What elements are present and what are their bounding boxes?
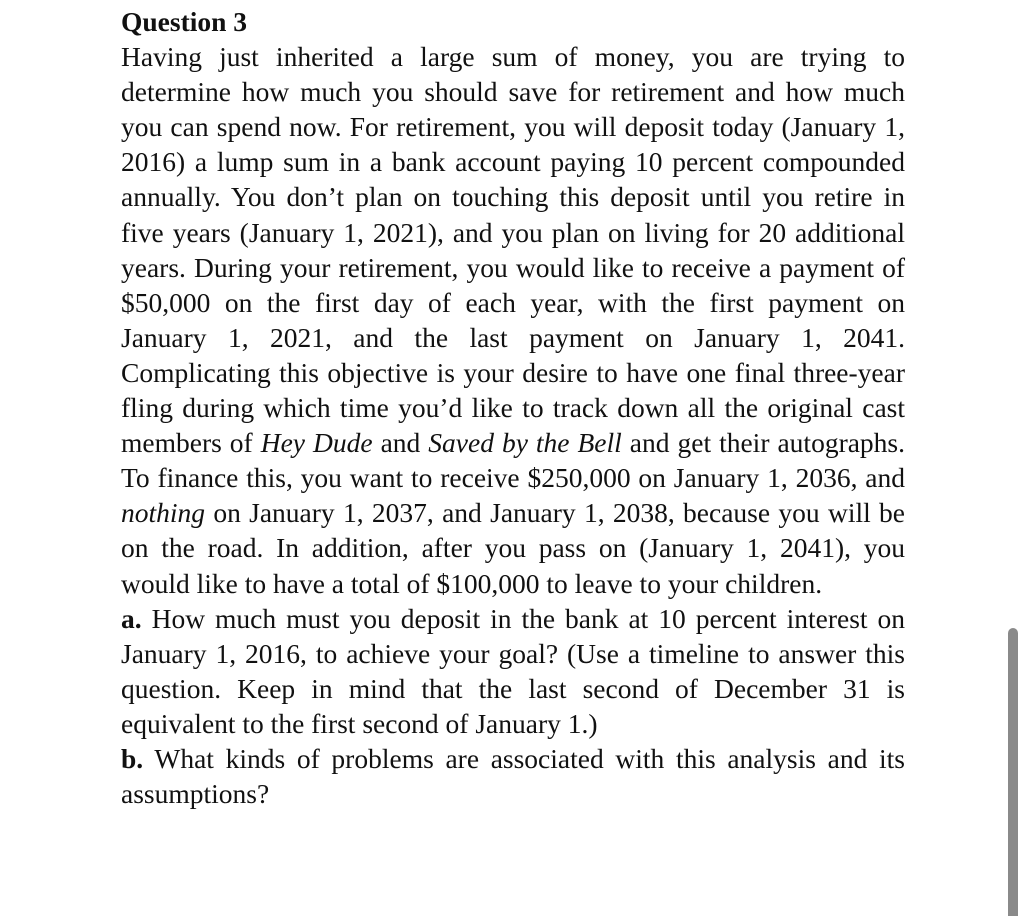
question-body (121, 39, 905, 601)
question-intro-4: on January 1, 2037, and January 1, 2038, because you will be on the road. In addition, after you pass on (January 1, 2041), you would like to have a total of $100,000 to leave to your children. (121, 497, 905, 599)
part-a-text: How much must you deposit in the bank at 10 percent interest on January 1, 2016, to achieve your goal? (Use a timeline to answer this question. Keep in mind that the last second of December 31 is equivalent to the first second of January 1.) (121, 602, 906, 739)
part-a (121, 601, 905, 741)
part-a-label: a. (121, 602, 142, 634)
part-b-label: b. (121, 742, 144, 774)
vertical-scrollbar[interactable] (1008, 628, 1018, 916)
question-content (121, 4, 905, 811)
question-title: Question 3 (121, 6, 248, 37)
question-intro-3: and get their autographs. To finance this, you want to receive $250,000 on January 1, 2036, and (121, 427, 906, 494)
question-intro-1: Having just inherited a large sum of money, you are trying to determine how much you should save for retirement and how much you can spend now. For retirement, you will deposit today (January 1, 2016) a lump sum in a bank account paying 10 percent compounded annually. You don’t plan on touching this deposit until you retire in five years (January 1, 2021), and you plan on living for 20 additional years. During your retirement, you would like to receive a payment of $50,000 on the first day of each year, with the first payment on January 1, 2021, and the last payment on January 1, 2041. Complicating this objective is your desire to have one final three-year fling during which time you’d like to track down all the original cast members of (121, 41, 905, 459)
question-intro-2: and (380, 427, 421, 459)
show-title-saved-by-the-bell: Saved by the Bell (428, 427, 622, 459)
emphasis-nothing: nothing (121, 497, 206, 529)
part-b-text: What kinds of problems are associated with this analysis and its assumptions? (121, 742, 905, 810)
show-title-hey-dude: Hey Dude (260, 427, 373, 459)
part-b (121, 741, 905, 811)
